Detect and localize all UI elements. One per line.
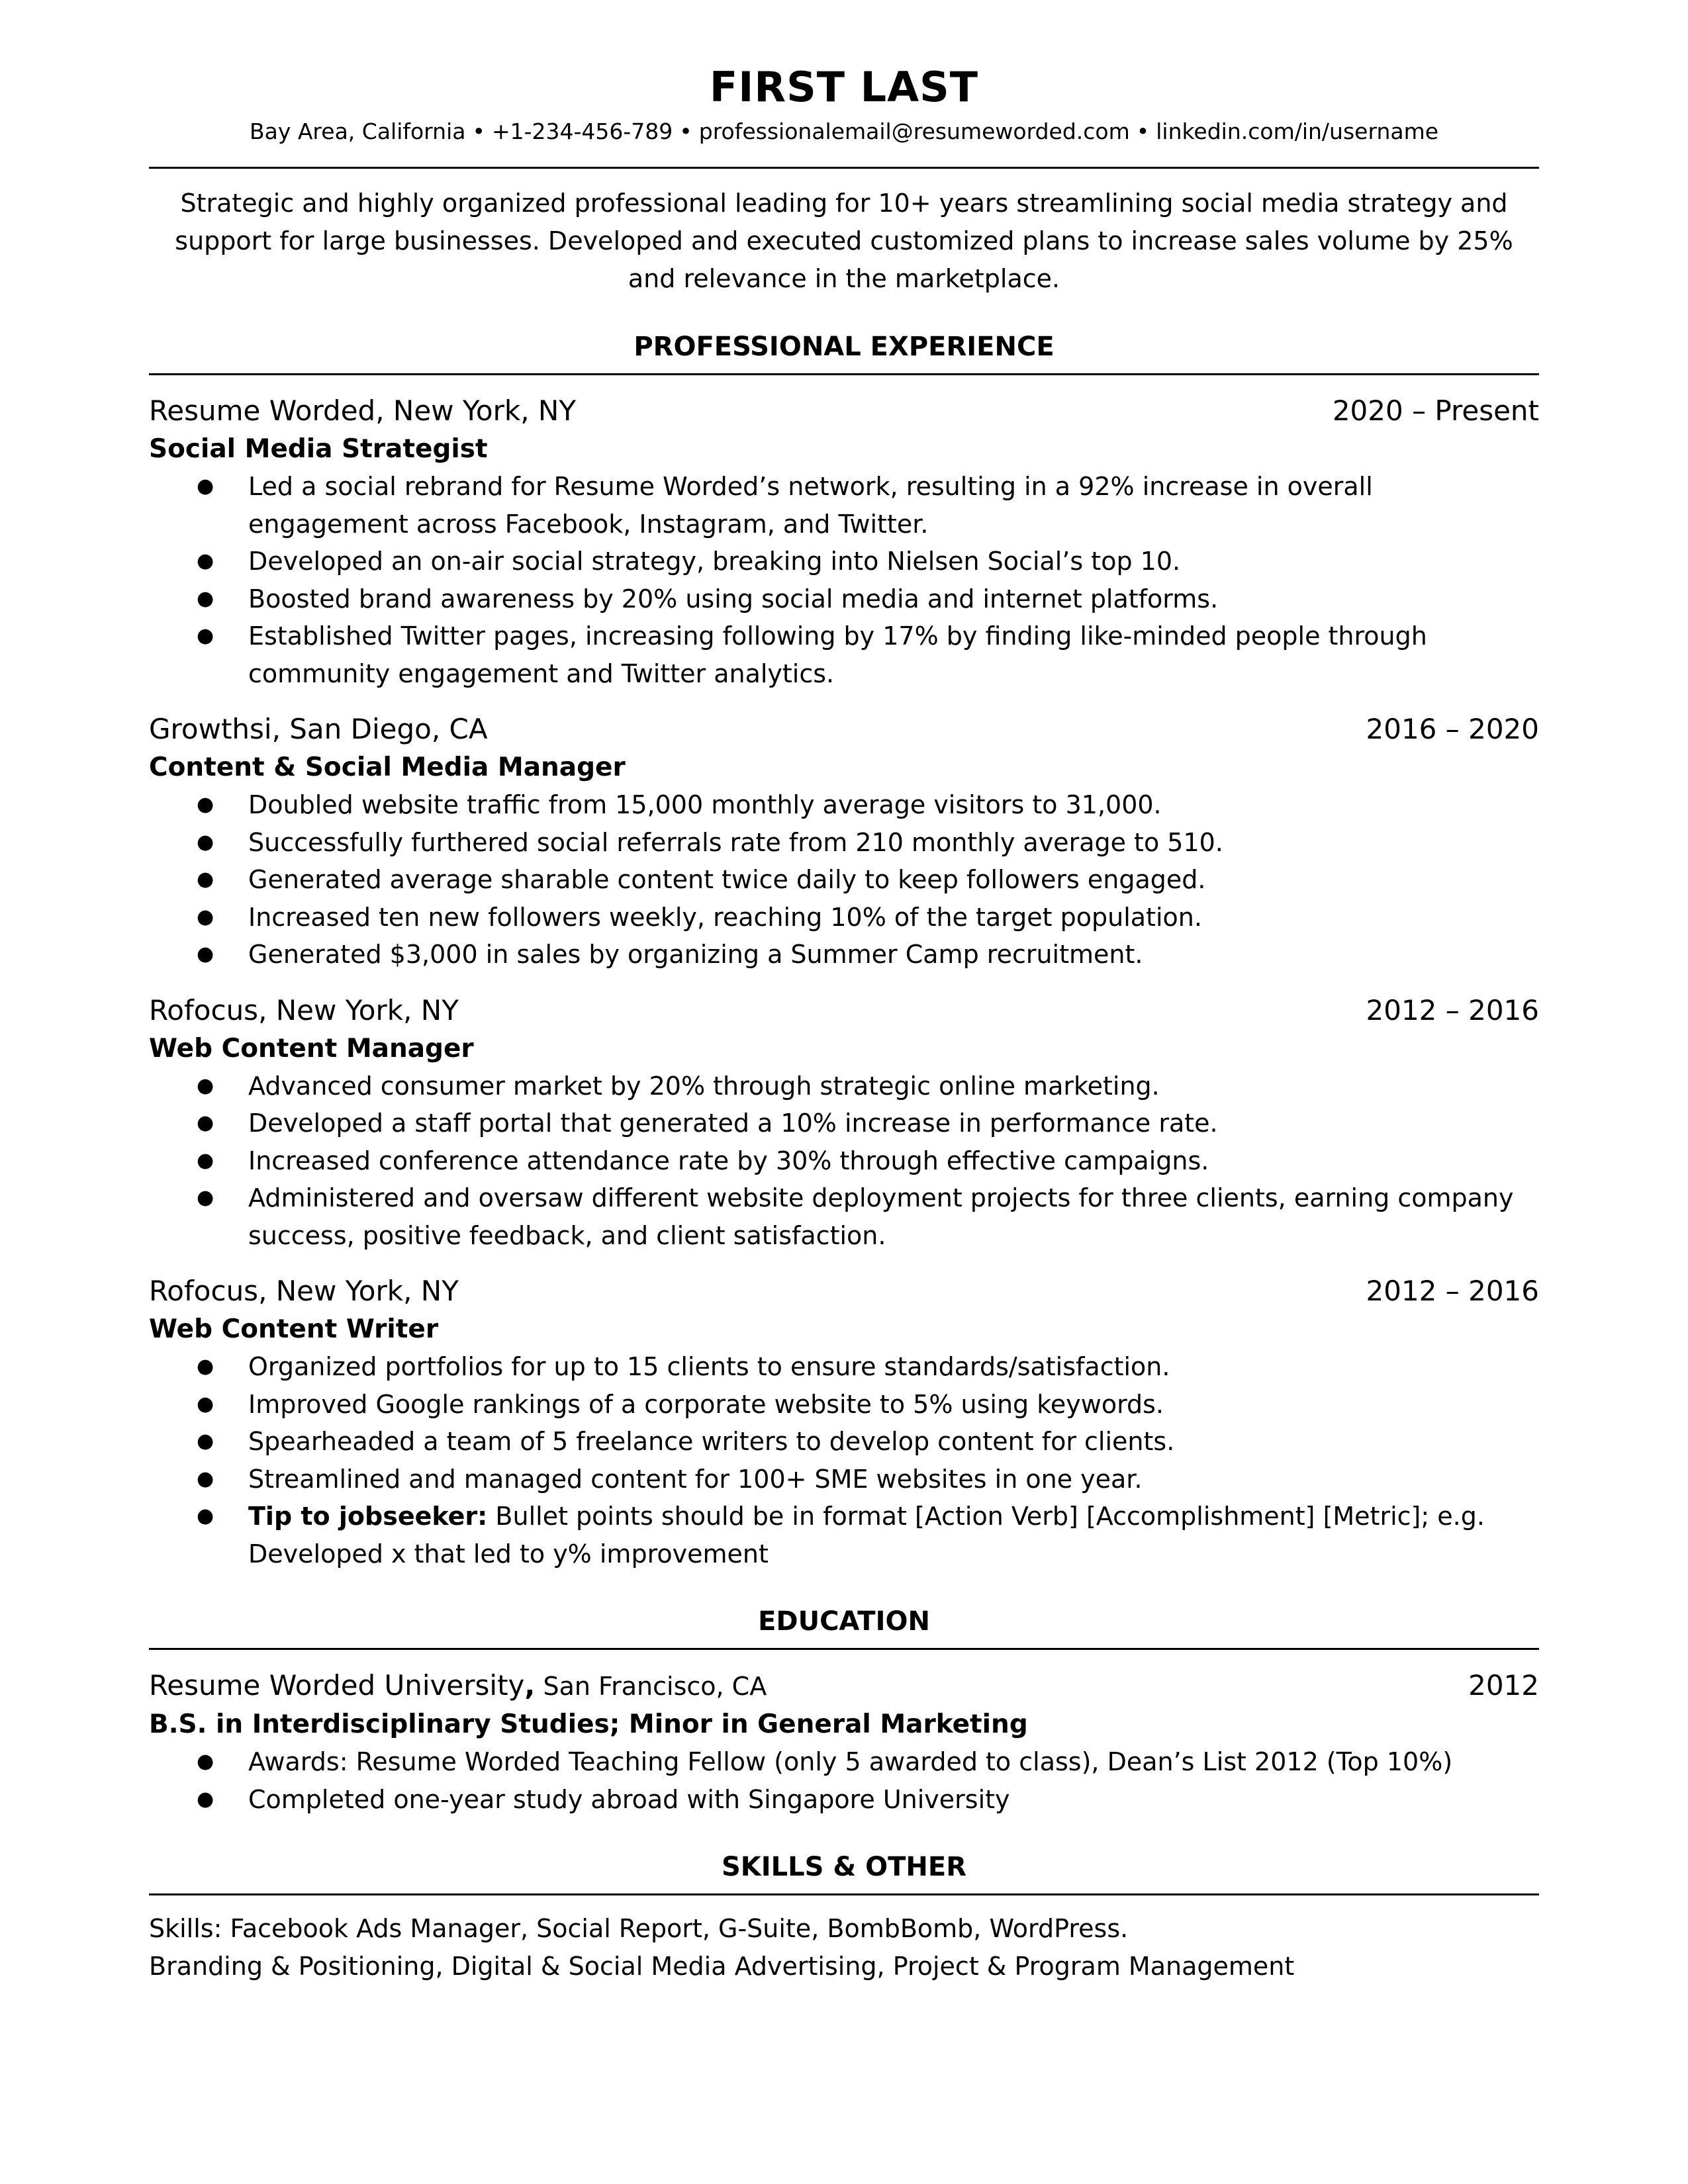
contact-line xyxy=(149,115,1539,148)
contact-linkedin: linkedin.com/in/username xyxy=(1156,118,1439,144)
skills-line: Skills: Facebook Ads Manager, Social Report, G-Suite, BombBomb, WordPress. xyxy=(149,1914,1129,1943)
job-header xyxy=(149,991,1539,1030)
job-company: Growthsi, San Diego, CA xyxy=(149,713,488,745)
list-item xyxy=(149,1142,1539,1180)
job-bullets xyxy=(149,1348,1539,1572)
list-item xyxy=(149,899,1539,936)
bullet-icon: ● xyxy=(197,1467,214,1490)
list-item xyxy=(149,1068,1539,1105)
bullet-icon: ● xyxy=(197,830,214,854)
job-header xyxy=(149,1271,1539,1311)
bullet-text: Awards: Resume Worded Teaching Fellow (only 5 awarded to class), Dean’s List 2012 (Top 10%) xyxy=(248,1747,1453,1776)
bullet-icon: ● xyxy=(197,942,214,966)
resume-page xyxy=(149,60,1539,1985)
bullet-text: Developed an on-air social strategy, breaking into Nielsen Social’s top 10. xyxy=(248,547,1181,576)
job-dates: 2020 – Present xyxy=(1332,394,1539,427)
bullet-icon: ● xyxy=(197,586,214,610)
bullet-text: Streamlined and managed content for 100+ SME websites in one year. xyxy=(248,1464,1143,1494)
job-header xyxy=(149,391,1539,431)
education-school: Resume Worded University xyxy=(149,1669,525,1702)
bullet-icon: ● xyxy=(197,1430,214,1453)
bullet-icon: ● xyxy=(197,1073,214,1097)
bullet-icon: ● xyxy=(197,1787,214,1811)
contact-location: Bay Area, California xyxy=(249,118,466,144)
job-role: Social Media Strategist xyxy=(149,434,488,464)
contact-phone: +1-234-456-789 xyxy=(491,118,673,144)
list-item xyxy=(149,543,1539,580)
candidate-name: FIRST LAST xyxy=(709,63,979,111)
bullet-icon: ● xyxy=(197,905,214,929)
summary-paragraph: Strategic and highly organized professional leading for 10+ years streamlining social media strategy and support for large businesses. Developed and executed customized plans to increase sales volume by 25% and relevance in the marketplace. xyxy=(175,189,1513,293)
bullet-icon: ● xyxy=(197,624,214,647)
bullet-text: Organized portfolios for up to 15 clients to ensure standards/satisfaction. xyxy=(248,1352,1170,1381)
bullet-text: Boosted brand awareness by 20% using social media and internet platforms. xyxy=(248,584,1219,614)
bullet-text: Developed a staff portal that generated a 10% increase in performance rate. xyxy=(248,1109,1218,1138)
list-item xyxy=(149,1423,1539,1461)
list-item xyxy=(149,936,1539,974)
list-item xyxy=(149,468,1539,543)
list-item xyxy=(149,617,1539,692)
list-item xyxy=(149,824,1539,862)
bullet-text: Doubled website traffic from 15,000 monthly average visitors to 31,000. xyxy=(248,790,1162,819)
education-bullets xyxy=(149,1743,1539,1818)
list-item xyxy=(149,1461,1539,1498)
contact-separator: • xyxy=(679,118,692,144)
bullet-text: Spearheaded a team of 5 freelance writers to develop content for clients. xyxy=(248,1427,1175,1456)
list-item xyxy=(149,861,1539,899)
bullet-text: Increased conference attendance rate by 30% through effective campaigns. xyxy=(248,1146,1209,1175)
job-dates: 2012 – 2016 xyxy=(1366,993,1539,1026)
bullet-text: Successfully furthered social referrals rate from 210 monthly average to 510. xyxy=(248,827,1223,857)
education-location: San Francisco, CA xyxy=(535,1672,767,1701)
list-item xyxy=(149,786,1539,824)
job-company: Rofocus, New York, NY xyxy=(149,1275,459,1307)
bullet-text: Led a social rebrand for Resume Worded’s network, resulting in a 92% increase in overall engagement across Facebook, Instagram, and Twitter. xyxy=(248,472,1373,539)
job-dates: 2012 – 2016 xyxy=(1366,1275,1539,1307)
list-item xyxy=(149,1179,1539,1254)
education-year: 2012 xyxy=(1468,1669,1539,1702)
contact-separator: • xyxy=(472,118,485,144)
list-item xyxy=(149,1743,1539,1781)
bullet-icon: ● xyxy=(197,1186,214,1209)
education-entry xyxy=(149,1666,1539,1818)
job-bullets xyxy=(149,786,1539,974)
education-school-line xyxy=(149,1666,767,1706)
bullet-icon: ● xyxy=(197,793,214,816)
job-company: Rofocus, New York, NY xyxy=(149,993,459,1026)
bullet-icon: ● xyxy=(197,1392,214,1416)
experience-divider xyxy=(149,373,1539,375)
education-section-title: EDUCATION xyxy=(758,1606,930,1637)
tip-text: Bullet points should be in format [Action Verb] [Accomplishment] [Metric]; e.g. Developed x that led to y% improvement xyxy=(248,1502,1485,1569)
job-dates: 2016 – 2020 xyxy=(1366,713,1539,745)
job-role: Web Content Writer xyxy=(149,1314,439,1344)
bullet-icon: ● xyxy=(197,1504,214,1527)
job-role: Web Content Manager xyxy=(149,1033,474,1064)
bullet-icon: ● xyxy=(197,1148,214,1172)
education-comma: , xyxy=(524,1669,536,1702)
job-entry xyxy=(149,991,1539,1255)
contact-separator: • xyxy=(1136,118,1150,144)
job-bullets xyxy=(149,468,1539,692)
experience-section-title: PROFESSIONAL EXPERIENCE xyxy=(633,332,1055,362)
job-entry xyxy=(149,709,1539,974)
skills-section-title: SKILLS & OTHER xyxy=(721,1852,967,1882)
skills-divider xyxy=(149,1893,1539,1895)
skills-line: Branding & Positioning, Digital & Social Media Advertising, Project & Program Management xyxy=(149,1952,1295,1981)
bullet-icon: ● xyxy=(197,549,214,572)
education-header xyxy=(149,1666,1539,1706)
bullet-icon: ● xyxy=(197,1750,214,1773)
list-item xyxy=(149,1348,1539,1386)
job-bullets xyxy=(149,1068,1539,1255)
list-item xyxy=(149,580,1539,618)
bullet-text: Increased ten new followers weekly, reaching 10% of the target population. xyxy=(248,902,1202,932)
education-degree: B.S. in Interdisciplinary Studies; Minor in General Marketing xyxy=(149,1709,1028,1739)
job-header xyxy=(149,709,1539,749)
bullet-text: Established Twitter pages, increasing following by 17% by finding like-minded people through community engagement and Twitter analytics. xyxy=(248,621,1427,688)
contact-email: professionalemail@resumeworded.com xyxy=(698,118,1130,144)
bullet-text: Generated $3,000 in sales by organizing a Summer Camp recruitment. xyxy=(248,940,1143,969)
bullet-text: Completed one-year study abroad with Singapore University xyxy=(248,1784,1010,1814)
list-item xyxy=(149,1105,1539,1142)
header-divider xyxy=(149,167,1539,169)
skills-block xyxy=(149,1910,1539,1985)
job-company: Resume Worded, New York, NY xyxy=(149,394,576,427)
bullet-icon: ● xyxy=(197,1111,214,1134)
bullet-text: Administered and oversaw different website deployment projects for three clients, earning company success, positive feedback, and client satisfaction. xyxy=(248,1183,1514,1250)
job-role: Content & Social Media Manager xyxy=(149,752,626,782)
tip-list-item xyxy=(149,1498,1539,1572)
education-divider xyxy=(149,1648,1539,1650)
tip-label: Tip to jobseeker: xyxy=(248,1502,488,1531)
list-item xyxy=(149,1386,1539,1424)
bullet-icon: ● xyxy=(197,1355,214,1378)
job-entry xyxy=(149,391,1539,692)
bullet-text: Improved Google rankings of a corporate website to 5% using keywords. xyxy=(248,1389,1164,1419)
job-entry xyxy=(149,1271,1539,1572)
bullet-icon: ● xyxy=(197,868,214,891)
list-item xyxy=(149,1781,1539,1819)
bullet-text: Advanced consumer market by 20% through strategic online marketing. xyxy=(248,1071,1160,1101)
bullet-text: Generated average sharable content twice daily to keep followers engaged. xyxy=(248,865,1206,894)
bullet-icon: ● xyxy=(197,475,214,498)
